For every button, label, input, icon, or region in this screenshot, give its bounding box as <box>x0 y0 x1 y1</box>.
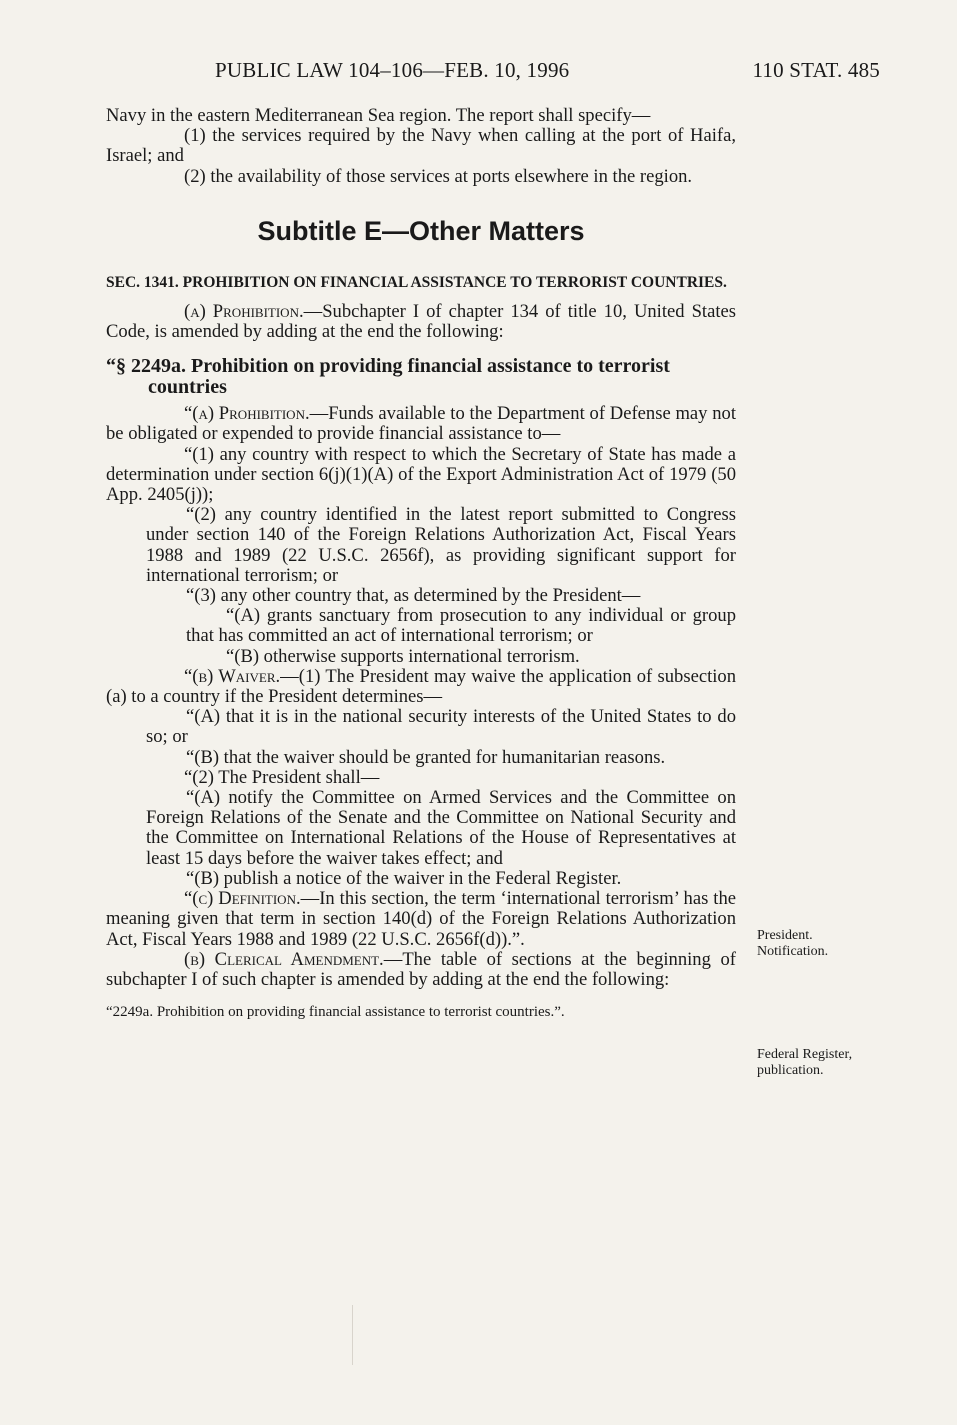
paragraph <box>106 950 736 990</box>
paragraph <box>106 889 736 950</box>
header-title: PUBLIC LAW 104–106—FEB. 10, 1996 <box>215 58 570 82</box>
paragraph-label: “(b) Waiver. <box>184 665 281 687</box>
paragraph: “(2) The President shall— <box>184 766 380 788</box>
paragraph: “(B) that the waiver should be granted for humanitarian reasons. <box>186 746 666 768</box>
paragraph: “(A) notify the Committee on Armed Services and the Committee on Foreign Relations of the Senate and the Committee on National Security and the Committee on International Relations of the House of Representatives at least 15 days before the waiver takes effect; and <box>146 787 736 869</box>
paragraph: “(A) grants sanctuary from prosecution to any individual or group that has committed an act of international terrorism; or <box>186 605 736 647</box>
paragraph-text: —The table of sections at the beginning of subchapter I of such chapter is amended by adding at the end the following: <box>106 948 736 990</box>
scan-artifact-line <box>352 1305 353 1365</box>
main-column <box>106 106 736 1022</box>
margin-note-federal-register <box>757 1047 897 1079</box>
paragraph: “(B) otherwise supports international terrorism. <box>226 645 580 667</box>
margin-note-line: publication. <box>757 1063 824 1078</box>
header-stat-page: 110 STAT. 485 <box>752 58 880 82</box>
paragraph: “(A) that it is in the national security interests of the United States to do so; or <box>146 706 736 748</box>
margin-note-president <box>757 928 897 960</box>
subtitle-heading: Subtitle E—Other Matters <box>257 215 585 246</box>
paragraph-label: (a) Prohibition. <box>184 300 304 322</box>
paragraph: (1) the services required by the Navy when calling at the port of Haifa, Israel; and <box>106 125 736 167</box>
paragraph-text: —Subchapter I of chapter 134 of title 10, United States Code, is amended by adding at the end the following: <box>106 300 736 343</box>
paragraph: “(1) any country with respect to which the Secretary of State has made a determination under section 6(j)(1)(A) of the Export Administration Act of 1979 (50 App. 2405(j)); <box>106 443 736 506</box>
paragraph: (2) the availability of those services at ports elsewhere in the region. <box>184 165 693 187</box>
margin-note-line: Notification. <box>757 944 829 959</box>
paragraph <box>106 404 736 444</box>
paragraph-text: —In this section, the term ‘international terrorism’ has the meaning given that term in section 140(d) of the Foreign Relations Authorization Act, Fiscal Years 1988 and 1989 (22 U.S.C. 2656f(d)).”. <box>106 888 737 950</box>
paragraph: Navy in the eastern Mediterranean Sea region. The report shall specify— <box>106 105 651 126</box>
section-heading: SEC. 1341. PROHIBITION ON FINANCIAL ASSISTANCE TO TERRORIST COUNTRIES. <box>106 273 727 291</box>
table-entry: “2249a. Prohibition on providing financial assistance to terrorist countries.”. <box>106 1004 565 1021</box>
paragraph-text: —Funds available to the Department of Defense may not be obligated or expended to provide financial assistance to— <box>106 403 736 445</box>
paragraph <box>106 667 736 707</box>
paragraph: “(2) any country identified in the latest report submitted to Congress under section 140 of the Foreign Relations Authorization Act, Fiscal Years 1988 and 1989 (22 U.S.C. 2656f), as providing significant support for international terrorism; or <box>146 504 736 586</box>
paragraph-label: “(c) Definition. <box>184 888 301 910</box>
margin-note-line: President. <box>757 928 813 943</box>
paragraph-text: —(1) The President may waive the application of subsection (a) to a country if the President determines— <box>106 665 736 708</box>
margin-note-line: Federal Register, <box>757 1047 853 1062</box>
paragraph-label: (b) Clerical Amendment. <box>184 948 384 970</box>
section-2249a-heading: “§ 2249a. Prohibition on providing financial assistance to terrorist countries <box>106 355 670 399</box>
paragraph: “(B) publish a notice of the waiver in the Federal Register. <box>186 867 622 889</box>
paragraph <box>106 302 736 342</box>
running-header <box>215 58 880 88</box>
paragraph: “(3) any other country that, as determined by the President— <box>186 585 641 607</box>
paragraph-label: “(a) Prohibition. <box>184 403 310 425</box>
